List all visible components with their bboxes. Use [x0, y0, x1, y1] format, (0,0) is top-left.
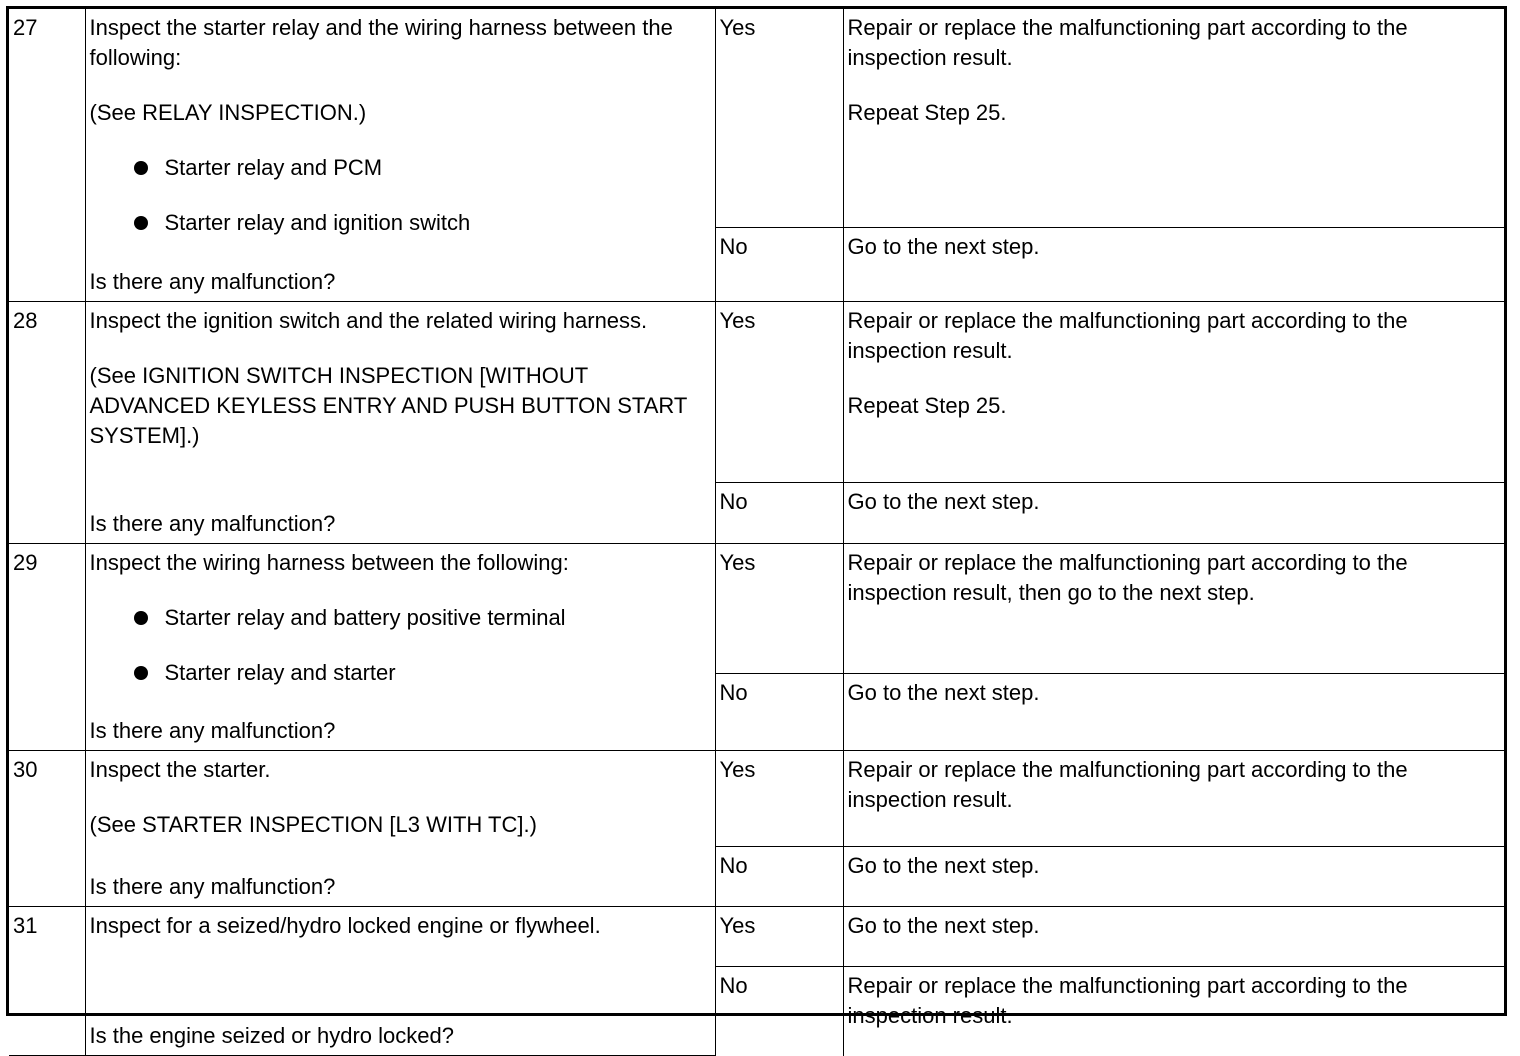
- answer-yes: Yes: [715, 9, 843, 227]
- action-cell: [843, 966, 1504, 1056]
- question-text: Is the engine seized or hydro locked?: [89, 1023, 454, 1048]
- bullet-item: Starter relay and ignition switch: [90, 208, 709, 238]
- inspection-text: Inspect the ignition switch and the related wiring harness.: [89, 307, 648, 333]
- action-text: Repair or replace the malfunctioning part according to the inspection result, then go to the next step.: [847, 549, 1408, 605]
- question-text: Is there any malfunction?: [89, 873, 336, 899]
- action-text: Repeat Step 25.: [847, 100, 1007, 125]
- reference-text: (See IGNITION SWITCH INSPECTION [WITHOUT ADVANCED KEYLESS ENTRY AND PUSH BUTTON START SYSTEM].): [89, 362, 687, 448]
- action-cell: [843, 906, 1504, 966]
- step-number: 31: [9, 906, 85, 1056]
- action-cell: [843, 9, 1504, 227]
- action-text: Go to the next step.: [847, 679, 1040, 705]
- action-cell: [843, 846, 1504, 906]
- action-text: Repair or replace the malfunctioning part according to the inspection result.: [847, 307, 1408, 363]
- diagnostic-steps-table: [9, 9, 1504, 1056]
- action-cell: [843, 301, 1504, 482]
- action-text: Repair or replace the malfunctioning part according to the inspection result.: [847, 756, 1408, 812]
- action-text: Repair or replace the malfunctioning part according to the inspection result.: [847, 972, 1408, 1028]
- bullet-list: [90, 603, 709, 688]
- inspection-cell: [85, 543, 715, 750]
- action-cell: [843, 750, 1504, 846]
- step-row-yes: [9, 301, 1504, 482]
- action-text: Go to the next step.: [847, 488, 1040, 514]
- action-cell: [843, 482, 1504, 543]
- reference-text: (See RELAY INSPECTION.): [89, 100, 367, 125]
- action-text: Go to the next step.: [847, 233, 1040, 259]
- answer-no: No: [715, 227, 843, 301]
- inspection-cell: [85, 301, 715, 543]
- inspection-text: Inspect the starter relay and the wiring harness between the following:: [89, 15, 673, 70]
- step-row-yes: [9, 906, 1504, 966]
- inspection-cell: [85, 906, 715, 1056]
- action-text: Go to the next step.: [847, 852, 1040, 878]
- inspection-cell: [85, 9, 715, 301]
- answer-yes: Yes: [715, 301, 843, 482]
- step-row-yes: [9, 750, 1504, 846]
- action-cell: [843, 227, 1504, 301]
- inspection-cell: [85, 750, 715, 906]
- answer-no: No: [715, 966, 843, 1056]
- answer-yes: Yes: [715, 750, 843, 846]
- bullet-item: Starter relay and battery positive terminal: [90, 603, 709, 633]
- step-row-yes: [9, 9, 1504, 227]
- answer-no: No: [715, 673, 843, 750]
- bullet-item: Starter relay and PCM: [90, 153, 709, 183]
- step-number: 30: [9, 750, 85, 906]
- answer-yes: Yes: [715, 543, 843, 673]
- action-cell: [843, 673, 1504, 750]
- action-text: Go to the next step.: [847, 912, 1040, 938]
- action-text: Repeat Step 25.: [847, 392, 1007, 418]
- action-text: Repair or replace the malfunctioning part according to the inspection result.: [847, 15, 1408, 70]
- answer-no: No: [715, 846, 843, 906]
- question-text: Is there any malfunction?: [89, 268, 336, 294]
- inspection-text: Inspect for a seized/hydro locked engine or flywheel.: [89, 912, 601, 938]
- step-row-yes: [9, 543, 1504, 673]
- bullet-list: [90, 153, 709, 238]
- step-number: 27: [9, 9, 85, 301]
- reference-text: (See STARTER INSPECTION [L3 WITH TC].): [89, 811, 537, 837]
- inspection-text: Inspect the starter.: [89, 756, 271, 782]
- action-cell: [843, 543, 1504, 673]
- inspection-text: Inspect the wiring harness between the following:: [89, 549, 569, 575]
- step-number: 29: [9, 543, 85, 750]
- step-number: 28: [9, 301, 85, 543]
- answer-yes: Yes: [715, 906, 843, 966]
- question-text: Is there any malfunction?: [89, 510, 336, 536]
- troubleshooting-sheet: [6, 6, 1507, 1048]
- bullet-item: Starter relay and starter: [90, 658, 709, 688]
- answer-no: No: [715, 482, 843, 543]
- question-text: Is there any malfunction?: [89, 717, 336, 743]
